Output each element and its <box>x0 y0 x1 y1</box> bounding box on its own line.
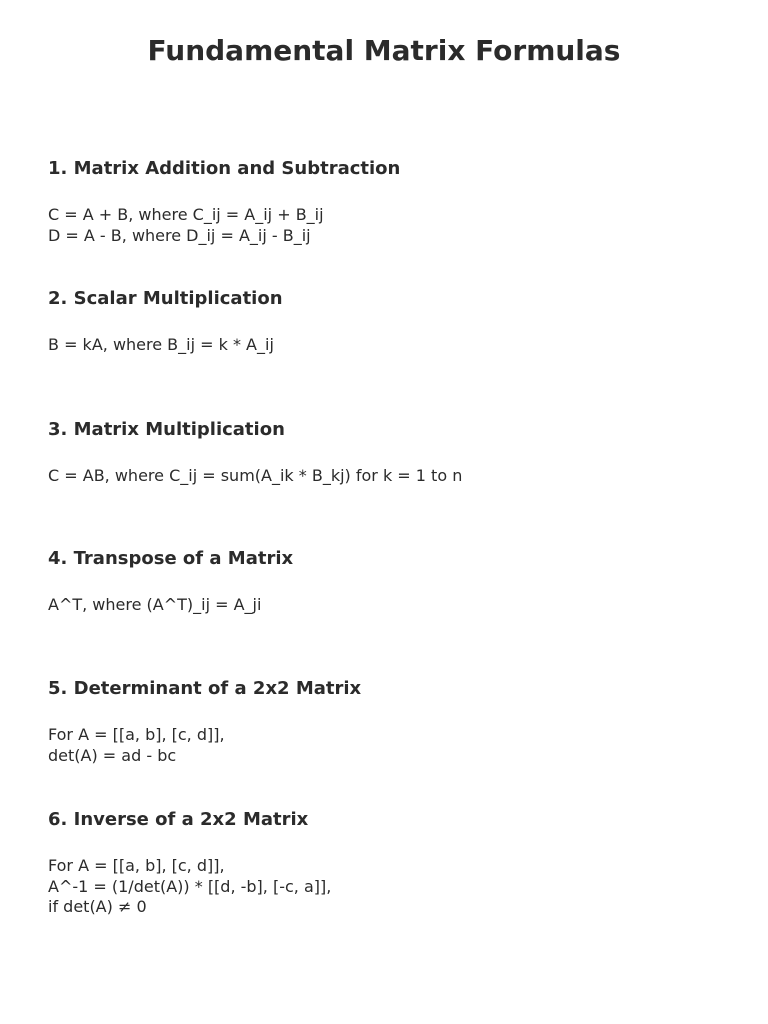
formula-block <box>48 205 738 246</box>
section-transpose <box>48 547 738 616</box>
formula-line: For A = [[a, b], [c, d]], <box>48 725 225 744</box>
section-heading: 4. Transpose of a Matrix <box>48 548 294 569</box>
formula-line: if det(A) ≠ 0 <box>48 897 147 916</box>
section-matrix-multiplication <box>48 418 738 487</box>
section-heading: 5. Determinant of a 2x2 Matrix <box>48 678 362 699</box>
section-inverse <box>48 808 738 918</box>
formula-line: det(A) = ad - bc <box>48 745 177 765</box>
section-heading: 6. Inverse of a 2x2 Matrix <box>48 809 309 830</box>
formula-block <box>48 335 738 356</box>
section-heading: 3. Matrix Multiplication <box>48 419 285 440</box>
formula-block <box>48 725 738 766</box>
formula-block <box>48 595 738 616</box>
formula-line: D = A - B, where D_ij = A_ij - B_ij <box>48 225 311 245</box>
formula-block <box>48 856 738 918</box>
page-title: Fundamental Matrix Formulas <box>147 34 621 67</box>
formula-line: C = AB, where C_ij = sum(A_ik * B_kj) for k = 1 to n <box>48 466 463 485</box>
section-heading: 2. Scalar Multiplication <box>48 288 283 309</box>
formula-line: B = kA, where B_ij = k * A_ij <box>48 335 274 354</box>
formula-line: A^-1 = (1/det(A)) * [[d, -b], [-c, a]], <box>48 876 332 896</box>
formula-block <box>48 466 738 487</box>
section-matrix-addition-subtraction <box>48 157 738 246</box>
formula-line: A^T, where (A^T)_ij = A_ji <box>48 595 262 614</box>
formula-line: C = A + B, where C_ij = A_ij + B_ij <box>48 205 324 224</box>
section-determinant <box>48 677 738 766</box>
section-heading: 1. Matrix Addition and Subtraction <box>48 158 401 179</box>
formula-line: For A = [[a, b], [c, d]], <box>48 856 225 875</box>
section-scalar-multiplication <box>48 287 738 356</box>
